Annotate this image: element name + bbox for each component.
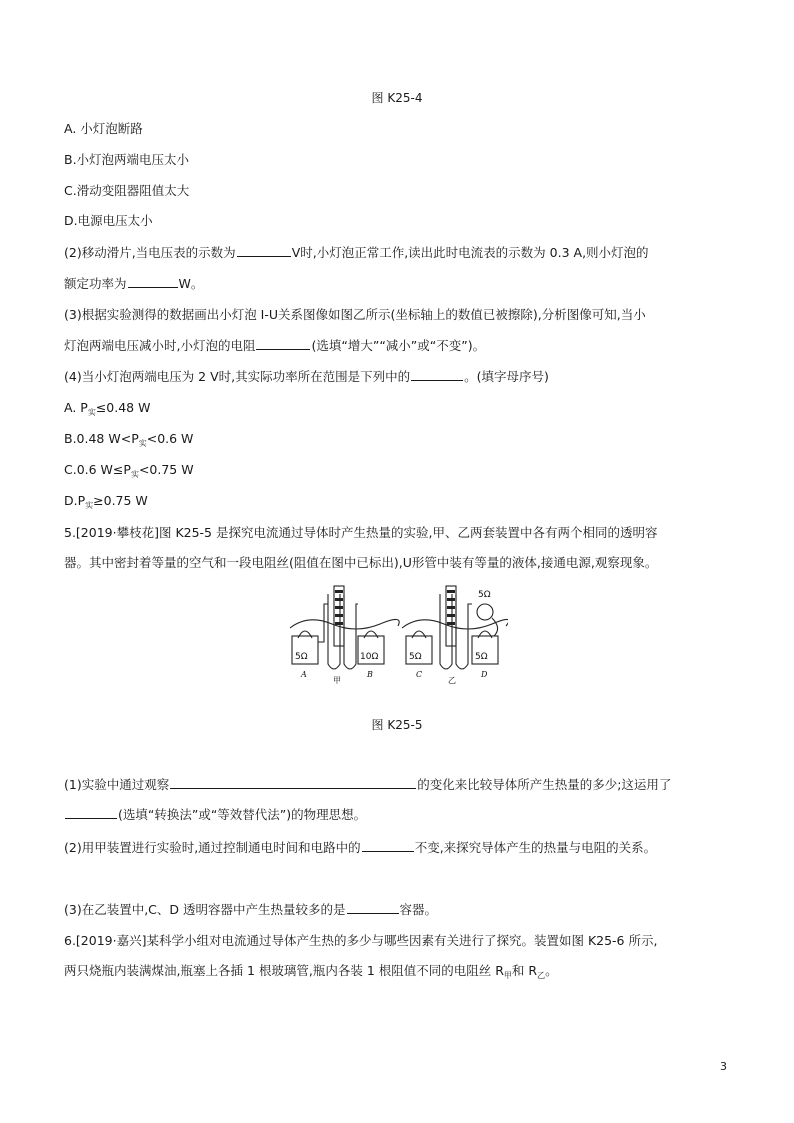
text: 容器。 (399, 902, 438, 917)
text: (4)当小灯泡两端电压为 2 V时,其实际功率所在范围是下列中的 (64, 369, 411, 384)
power-option-c (64, 462, 744, 480)
resistance-label-d: 5Ω (475, 652, 488, 662)
question-4-part-3-line-2 (64, 337, 744, 354)
figure-k25-5 (288, 584, 508, 684)
resistance-label-b: 10Ω (360, 652, 379, 662)
question-5-part-1-line-2 (64, 806, 744, 823)
connector-wire (492, 618, 498, 636)
text: (2)用甲装置进行实验时,通过控制通电时间和电路中的 (64, 840, 361, 855)
text: ≥0.75 W (93, 493, 148, 508)
container-label-d: D (481, 670, 488, 679)
option-b: B.小灯泡两端电压太小 (64, 152, 190, 167)
scale-mark (335, 606, 343, 609)
scale-mark (447, 606, 455, 609)
text: (选填“转换法”或“等效替代法”)的物理思想。 (118, 807, 367, 822)
scale-mark (447, 622, 455, 625)
text: V时,小灯泡正常工作,读出此时电流表的示数为 0.3 A,则小灯泡的 (291, 245, 649, 260)
setup-label-jia: 甲 (333, 676, 341, 684)
text: (1)实验中通过观察 (64, 777, 170, 792)
answer-blank (237, 244, 291, 257)
text: B.0.48 W<P (64, 431, 139, 446)
text: 。 (545, 963, 558, 978)
tube (318, 604, 328, 642)
text: W。 (178, 276, 204, 291)
question-5-part-1-line-1 (64, 776, 744, 793)
answer-blank (347, 901, 399, 914)
answer-blank (362, 839, 414, 852)
external-resistor (477, 604, 493, 620)
scale-mark (335, 598, 343, 601)
answer-blank (256, 337, 310, 350)
scale-mark (335, 614, 343, 617)
container-label-b: B (367, 670, 373, 679)
resistor-wire-c (412, 631, 426, 638)
scale-mark (447, 590, 455, 593)
text: 两只烧瓶内装满煤油,瓶塞上各插 1 根玻璃管,瓶内各装 1 根阻值不同的电阻丝 R (64, 963, 504, 978)
resistance-label-c: 5Ω (409, 652, 422, 662)
answer-blank (65, 806, 117, 819)
question-4-part-2-line-2 (64, 275, 744, 292)
resistor-wire-d (478, 631, 492, 638)
power-option-d (64, 493, 744, 511)
subscript: 实 (87, 408, 96, 417)
scale-mark (447, 598, 455, 601)
page-number: 3 (720, 1060, 727, 1073)
resistance-label-a: 5Ω (295, 652, 308, 662)
u-tube-right-jia (344, 594, 358, 669)
question-5-part-2 (64, 839, 744, 856)
subscript: 甲 (503, 971, 512, 980)
power-option-b (64, 431, 744, 449)
power-option-a (64, 400, 744, 418)
text: 不变,来探究导体产生的热量与电阻的关系。 (414, 840, 657, 855)
text: 灯泡两端电压减小时,小灯泡的电阻 (64, 338, 256, 353)
answer-blank (411, 368, 463, 381)
scale-mark (447, 614, 455, 617)
resistor-wire-b (364, 631, 378, 638)
figure-caption-k25-4: 图 K25-4 (371, 91, 423, 105)
text: 和 R (511, 963, 538, 978)
text: <0.75 W (138, 462, 194, 477)
text: 额定功率为 (64, 276, 127, 291)
scale-mark (335, 622, 343, 625)
container-label-a: A (301, 670, 307, 679)
question-4-part-4 (64, 368, 744, 385)
text: 。(填字母序号) (464, 369, 549, 384)
text: <0.6 W (146, 431, 194, 446)
container-label-c: C (416, 670, 423, 679)
subscript: 实 (138, 439, 147, 448)
option-c: C.滑动变阻器阻值太大 (64, 183, 190, 198)
text: 的变化来比较导体所产生热量的多少;这运用了 (417, 777, 672, 792)
text: D.P (64, 493, 86, 508)
question-4-part-3-line-1: (3)根据实验测得的数据画出小灯泡 I-U关系图像如图乙所示(坐标轴上的数值已被擦除),分析图像可知,当小 (64, 307, 646, 322)
question-6-line-2 (64, 963, 744, 981)
resistor-wire-a (298, 631, 312, 638)
question-6-line-1: 6.[2019·嘉兴]某科学小组对电流通过导体产生热的多少与哪些因素有关进行了探究。装置如图 K25-6 所示, (64, 933, 658, 948)
answer-blank (170, 776, 416, 789)
question-4-part-2-line-1 (64, 244, 744, 261)
text: (2)移动滑片,当电压表的示数为 (64, 245, 236, 260)
subscript: 实 (130, 470, 139, 479)
answer-blank (128, 275, 178, 288)
text: C.0.6 W≤P (64, 462, 131, 477)
subscript: 实 (85, 501, 94, 510)
subscript: 乙 (537, 971, 546, 980)
u-tube-right-yi (456, 594, 472, 669)
question-5-part-3 (64, 901, 744, 918)
text: A. P (64, 400, 88, 415)
text: (选填“增大”“减小”或“不变”)。 (311, 338, 486, 353)
question-5-line-2: 器。其中密封着等量的空气和一段电阻丝(阻值在图中已标出),U形管中装有等量的液体,接通电源,观察现象。 (64, 555, 658, 570)
scale-mark (335, 590, 343, 593)
resistance-label-top: 5Ω (478, 590, 491, 600)
option-a: A. 小灯泡断路 (64, 121, 143, 136)
figure-caption-k25-5: 图 K25-5 (371, 718, 423, 732)
text: (3)在乙装置中,C、D 透明容器中产生热量较多的是 (64, 902, 346, 917)
wire (290, 619, 399, 629)
option-d: D.电源电压太小 (64, 213, 153, 228)
text: ≤0.48 W (95, 400, 151, 415)
setup-label-yi: 乙 (448, 676, 456, 684)
question-5-line-1: 5.[2019·攀枝花]图 K25-5 是探究电流通过导体时产生热量的实验,甲、乙两套装置中各有两个相同的透明容 (64, 525, 658, 540)
